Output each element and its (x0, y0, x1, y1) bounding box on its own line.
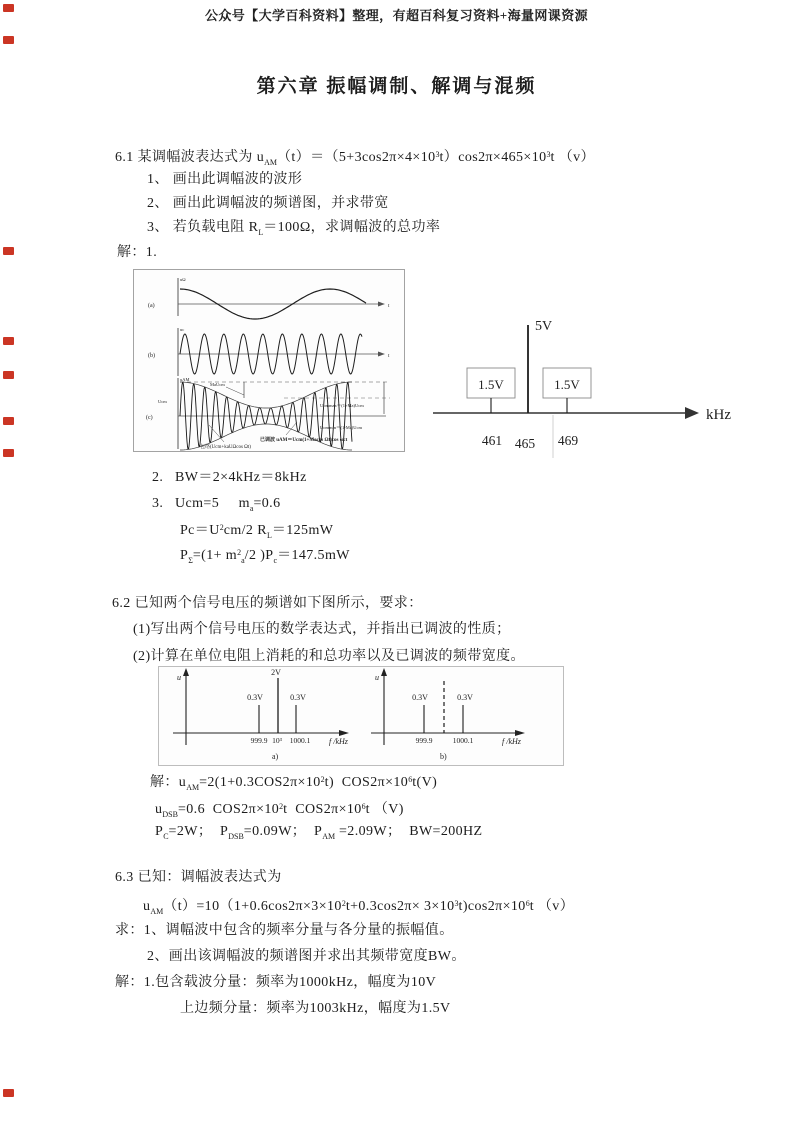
ma-ucm-label: MaUcm (210, 382, 225, 387)
problem-63-stem: 6.3 已知：调幅波表达式为 (115, 870, 282, 885)
plot-a-xaxis-arrow (339, 730, 349, 736)
red-margin-mark (3, 1089, 14, 1097)
spectrum-figure-62 (158, 666, 564, 766)
red-margin-mark (3, 449, 14, 457)
wave-b-tag: (b) (148, 353, 155, 359)
plot-b-x-label: f /kHz (502, 737, 521, 746)
plot-a-y-label: u (177, 673, 181, 682)
problem-63-q2: 2、画出该调幅波的频谱图并求出其频带宽度BW。 (147, 949, 466, 964)
problem-61-q2: 2、 画出此调幅波的频谱图，并求带宽 (147, 196, 389, 211)
plot-a-freq-3: 1000.1 (289, 736, 311, 745)
problem-63-q1: 求：1、调幅波中包含的频率分量与各分量的振幅值。 (115, 923, 454, 938)
am-wave-leader (286, 422, 297, 435)
plot-b-tag: b) (440, 752, 447, 761)
wave-b-t-label: t (388, 354, 390, 359)
solution-63-carrier: 解：1.包含载波分量：频率为1000kHz，幅度为10V (115, 975, 437, 990)
problem-62-q2: (2)计算在单位电阻上消耗的和总功率以及已调波的频带宽度。 (133, 649, 525, 664)
problem-62-q1: (1)写出两个信号电压的数学表达式，并指出已调波的性质； (133, 622, 511, 637)
wave-a-t-label: t (388, 304, 390, 309)
freq-tick-461: 461 (481, 433, 503, 448)
plot-a-freq-2: 10³ (272, 736, 282, 745)
red-margin-mark (3, 371, 14, 379)
page-title: 第六章 振幅调制、解调与混频 (256, 76, 537, 97)
problem-62-stem: 6.2 已知两个信号电压的频谱如下图所示，要求： (112, 596, 423, 611)
red-margin-mark (3, 4, 14, 12)
plot-b-freq-2: 1000.1 (452, 736, 474, 745)
wave-c-yaxis-label: uAM (180, 377, 190, 382)
carrier-amplitude-label: 5V (535, 319, 553, 334)
spectrum-61-svg (425, 300, 755, 470)
plot-b-usb-value: 0.3V (457, 693, 473, 702)
problem-61-q3: 3、 若负载电阻 $R_L=100\Omega$，求调幅波的总功率 (147, 220, 441, 237)
plot-a-yaxis-arrow (183, 668, 189, 676)
ma-ucm-leader (226, 387, 244, 395)
wave-c-tag: (c) (146, 415, 153, 421)
usb-amplitude-label: 1.5V (554, 377, 580, 392)
am-wave-label: 已调波 uAM＝Ucm(1+Macos Ωt)cos ωct (260, 438, 348, 443)
plot-a-carrier-value: 2V (271, 668, 281, 677)
plot-b-y-label: u (375, 673, 379, 682)
plot-a-x-label: f /kHz (329, 737, 348, 746)
waveform-figure (133, 269, 405, 452)
plot-a-lsb-value: 0.3V (247, 693, 263, 702)
solution-62-uam: 解：$u_{AM}=2(1+0.3COS2\pi\times 10^2t)$ $COS2\pi\times 10^6t(V)$ (150, 775, 438, 792)
lsb-amplitude-label: 1.5V (478, 377, 504, 392)
problem-63-expression: $u_{AM}(t)=10(1+0.6\cos 2\pi\times 3\times 10^2t+0.3\cos 2\pi\times 3\times 10^3t)\cos 2\pi\times 10^6t$ （v） (143, 899, 575, 916)
plot-b-xaxis-arrow (515, 730, 525, 736)
waveform-figure-svg (134, 270, 404, 451)
solution-62-udsb: $u_{DSB}=0.6$ $COS2\pi\times 10^2t$ $COS2\pi\times 10^6t$ （V) (155, 802, 404, 819)
freq-tick-465: 465 (514, 436, 536, 451)
answer-61-pc: $Pc=U^2cm/2$ $R_L=125mW$ (180, 523, 334, 540)
solution-62-power: $P_C=2W$； $P_{DSB}=0.09W$； $P_{AM} =2.09W$； BW=200HZ (155, 824, 483, 841)
axis-unit-label: kHz (706, 407, 731, 423)
wave-a-tag: (a) (148, 303, 155, 309)
plot-b-yaxis-arrow (381, 668, 387, 676)
uommax-label: Uommax＝(1+Ma)Ucm (320, 403, 364, 408)
answer-61-bandwidth: 2. BW＝2×4kHz＝8kHz (152, 470, 307, 485)
plot-a-usb-value: 0.3V (290, 693, 306, 702)
problem-61-q1: 1、 画出此调幅波的波形 (147, 172, 303, 187)
header-promo-text: 公众号【大学百科资料】整理，有超百科复习资料+海量网课资源 (204, 8, 588, 23)
red-margin-mark (3, 36, 14, 44)
solution-63-usb: 上边频分量：频率为1003kHz，幅度为1.5V (180, 1001, 451, 1016)
wave-b-xaxis-arrow (378, 352, 385, 357)
spectrum-figure-61 (425, 300, 755, 470)
problem-61-solution-label: 解：1. (117, 245, 158, 260)
answer-61-ptotal: $P_\Sigma=(1+ m^2_a/2$ )$P_c=147.5mW$ (180, 548, 350, 565)
plot-a-freq-1: 999.9 (250, 736, 268, 745)
plot-a-tag: a) (272, 752, 279, 761)
wave-b-yaxis-label: uc (180, 327, 185, 332)
wave-c-ucm-label: Ucm (158, 399, 167, 404)
plot-b-freq-1: 999.9 (415, 736, 433, 745)
uommin-label: Uommin＝(1-Ma)Ucm (320, 425, 362, 430)
red-margin-mark (3, 417, 14, 425)
frequency-axis-arrow (685, 407, 699, 419)
red-margin-mark (3, 337, 14, 345)
answer-61-ucm-ma: 3. Ucm=5 $m_a=0.6$ (152, 496, 281, 513)
spectrum-62-svg (159, 667, 563, 765)
plot-b-lsb-value: 0.3V (412, 693, 428, 702)
wave-a-xaxis-arrow (378, 302, 385, 307)
envelope-label: 包络(Ucm+kaUΩcos Ωt) (200, 445, 251, 450)
red-margin-mark (3, 247, 14, 255)
freq-tick-469: 469 (557, 433, 579, 448)
wave-a-yaxis-label: uΩ (180, 277, 186, 282)
problem-61-stem: 6.1 某调幅波表达式为 $u_{AM}(t)=(5+3\cos 2\pi\times 4\times 10^3t)\cos 2\pi\times 465\times 10^3t$ （v） (115, 150, 595, 167)
